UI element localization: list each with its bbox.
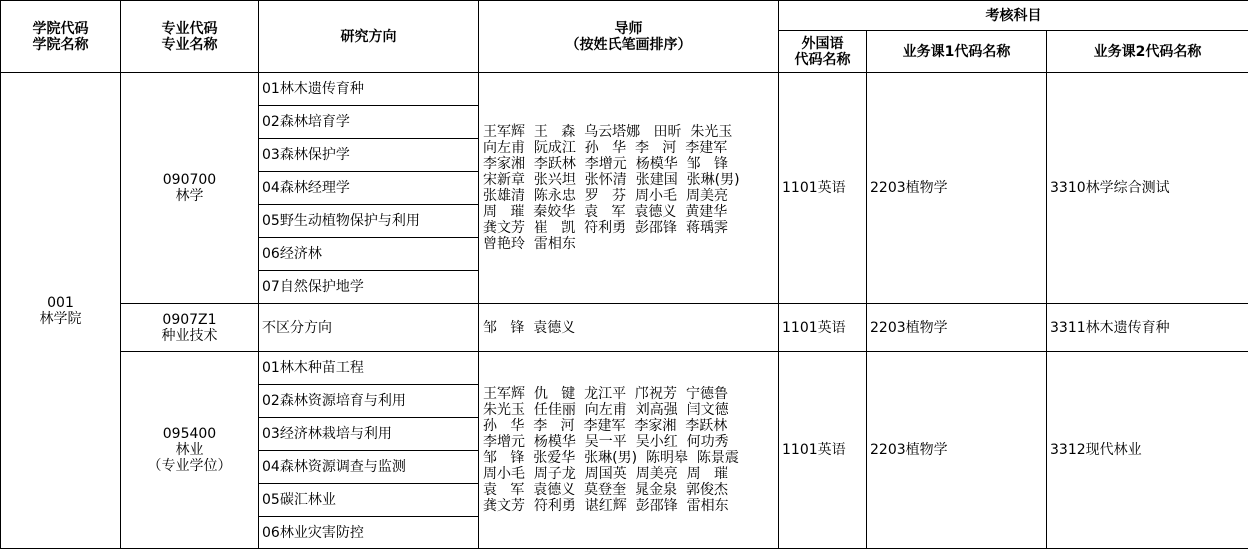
header-major-code: 专业代码 [161,20,218,37]
header-college [1,1,121,73]
major-code: 095400 [162,426,217,442]
header-direction: 研究方向 [259,1,479,73]
direction-cell: 04森林资源调查与监测 [259,451,479,484]
direction-cell: 07自然保护地学 [259,271,479,304]
tutor-line: 周小毛 周子龙 周国英 周美亮 周 璀 [483,466,728,482]
direction-cell: 03经济林栽培与利用 [259,418,479,451]
major-cell [121,73,259,304]
course2-cell: 3311林木遗传育种 [1047,304,1248,352]
header-major-name: 专业名称 [161,36,218,53]
direction-cell: 05碳汇林业 [259,484,479,517]
tutor-line: 李增元 杨模华 吴一平 吴小红 何功秀 [483,434,729,450]
college-cell [1,73,121,549]
header-major [121,1,259,73]
table-row [1,73,1248,106]
header-college-name: 学院名称 [32,36,89,53]
foreign-language-cell: 1101英语 [779,304,867,352]
tutor-line: 朱光玉 任佳丽 向左甫 刘高强 闫文德 [483,402,729,418]
major-name: 林业 [175,442,204,458]
course1-cell: 2203植物学 [867,304,1047,352]
tutor-line: 孙 华 李 河 李建军 李家湘 李跃林 [483,418,728,434]
table-row [1,304,1248,352]
header-tutor [479,1,779,73]
college-code: 001 [47,294,74,311]
tutor-line: 张雄清 陈永忠 罗 芬 周小毛 周美亮 [483,188,728,204]
tutor-line: 王军辉 仇 键 龙江平 邝祝芳 宁德鲁 [483,386,728,402]
header-course2: 业务课2代码名称 [1047,31,1248,73]
major-code: 090700 [162,172,217,188]
direction-cell: 02森林资源培育与利用 [259,385,479,418]
direction-cell: 01林木遗传育种 [259,73,479,106]
direction-cell: 06林业灾害防控 [259,517,479,549]
direction-cell: 02森林培育学 [259,106,479,139]
direction-cell: 06经济林 [259,238,479,271]
major-name: 种业技术 [161,327,218,344]
header-foreign-line1: 外国语 [801,35,844,52]
header-foreign-line2: 代码名称 [794,51,851,68]
tutor-line: 邹 锋 袁德义 [483,319,576,336]
tutor-line: 周 璀 秦姣华 袁 军 袁德义 黄建华 [483,204,728,220]
tutor-line: 宋新章 张兴坦 张怀清 张建国 张琳(男) [483,172,740,188]
tutor-line: 袁 军 袁德义 莫登奎 晁金泉 郭俊杰 [483,482,728,498]
header-college-code: 学院代码 [32,20,89,37]
direction-cell: 04森林经理学 [259,172,479,205]
major-cell [121,304,259,352]
direction-cell: 01林木种苗工程 [259,352,479,385]
tutor-line: 龚文芳 符利勇 谌红辉 彭邵锋 雷相东 [483,498,729,514]
tutor-list [479,304,779,352]
tutor-line: 王军辉 王 森 乌云塔娜 田昕 朱光玉 [483,124,733,140]
direction-cell: 05野生动植物保护与利用 [259,205,479,238]
course2-cell: 3312现代林业 [1047,352,1248,549]
tutor-list [479,73,779,304]
table-row [1,352,1248,385]
tutor-line: 邹 锋 张爱华 张琳(男) 陈明皋 陈景震 [483,450,739,466]
major-cell [121,352,259,549]
course2-cell: 3310林学综合测试 [1047,73,1248,304]
course1-cell: 2203植物学 [867,352,1047,549]
major-degree-note: （专业学位） [147,458,232,474]
direction-cell: 03森林保护学 [259,139,479,172]
direction-cell: 不区分方向 [259,304,479,352]
header-tutor-title: 导师 [614,20,643,37]
major-code: 0907Z1 [162,311,217,328]
course1-cell: 2203植物学 [867,73,1047,304]
tutor-line: 曾艳玲 雷相东 [483,236,576,252]
college-name: 林学院 [39,310,82,327]
header-exam: 考核科目 [779,1,1248,31]
header-tutor-note: （按姓氏笔画排序） [565,36,692,53]
tutor-line: 李家湘 李跃林 李增元 杨模华 邹 锋 [483,156,728,172]
foreign-language-cell: 1101英语 [779,73,867,304]
major-name: 林学 [175,188,204,204]
header-foreign [779,31,867,73]
header-course1: 业务课1代码名称 [867,31,1047,73]
tutor-line: 龚文芳 崔 凯 符利勇 彭邵锋 蒋瑀霁 [483,220,728,236]
foreign-language-cell: 1101英语 [779,352,867,549]
tutor-line: 向左甫 阮成江 孙 华 李 河 李建军 [483,140,728,156]
tutor-list [479,352,779,549]
